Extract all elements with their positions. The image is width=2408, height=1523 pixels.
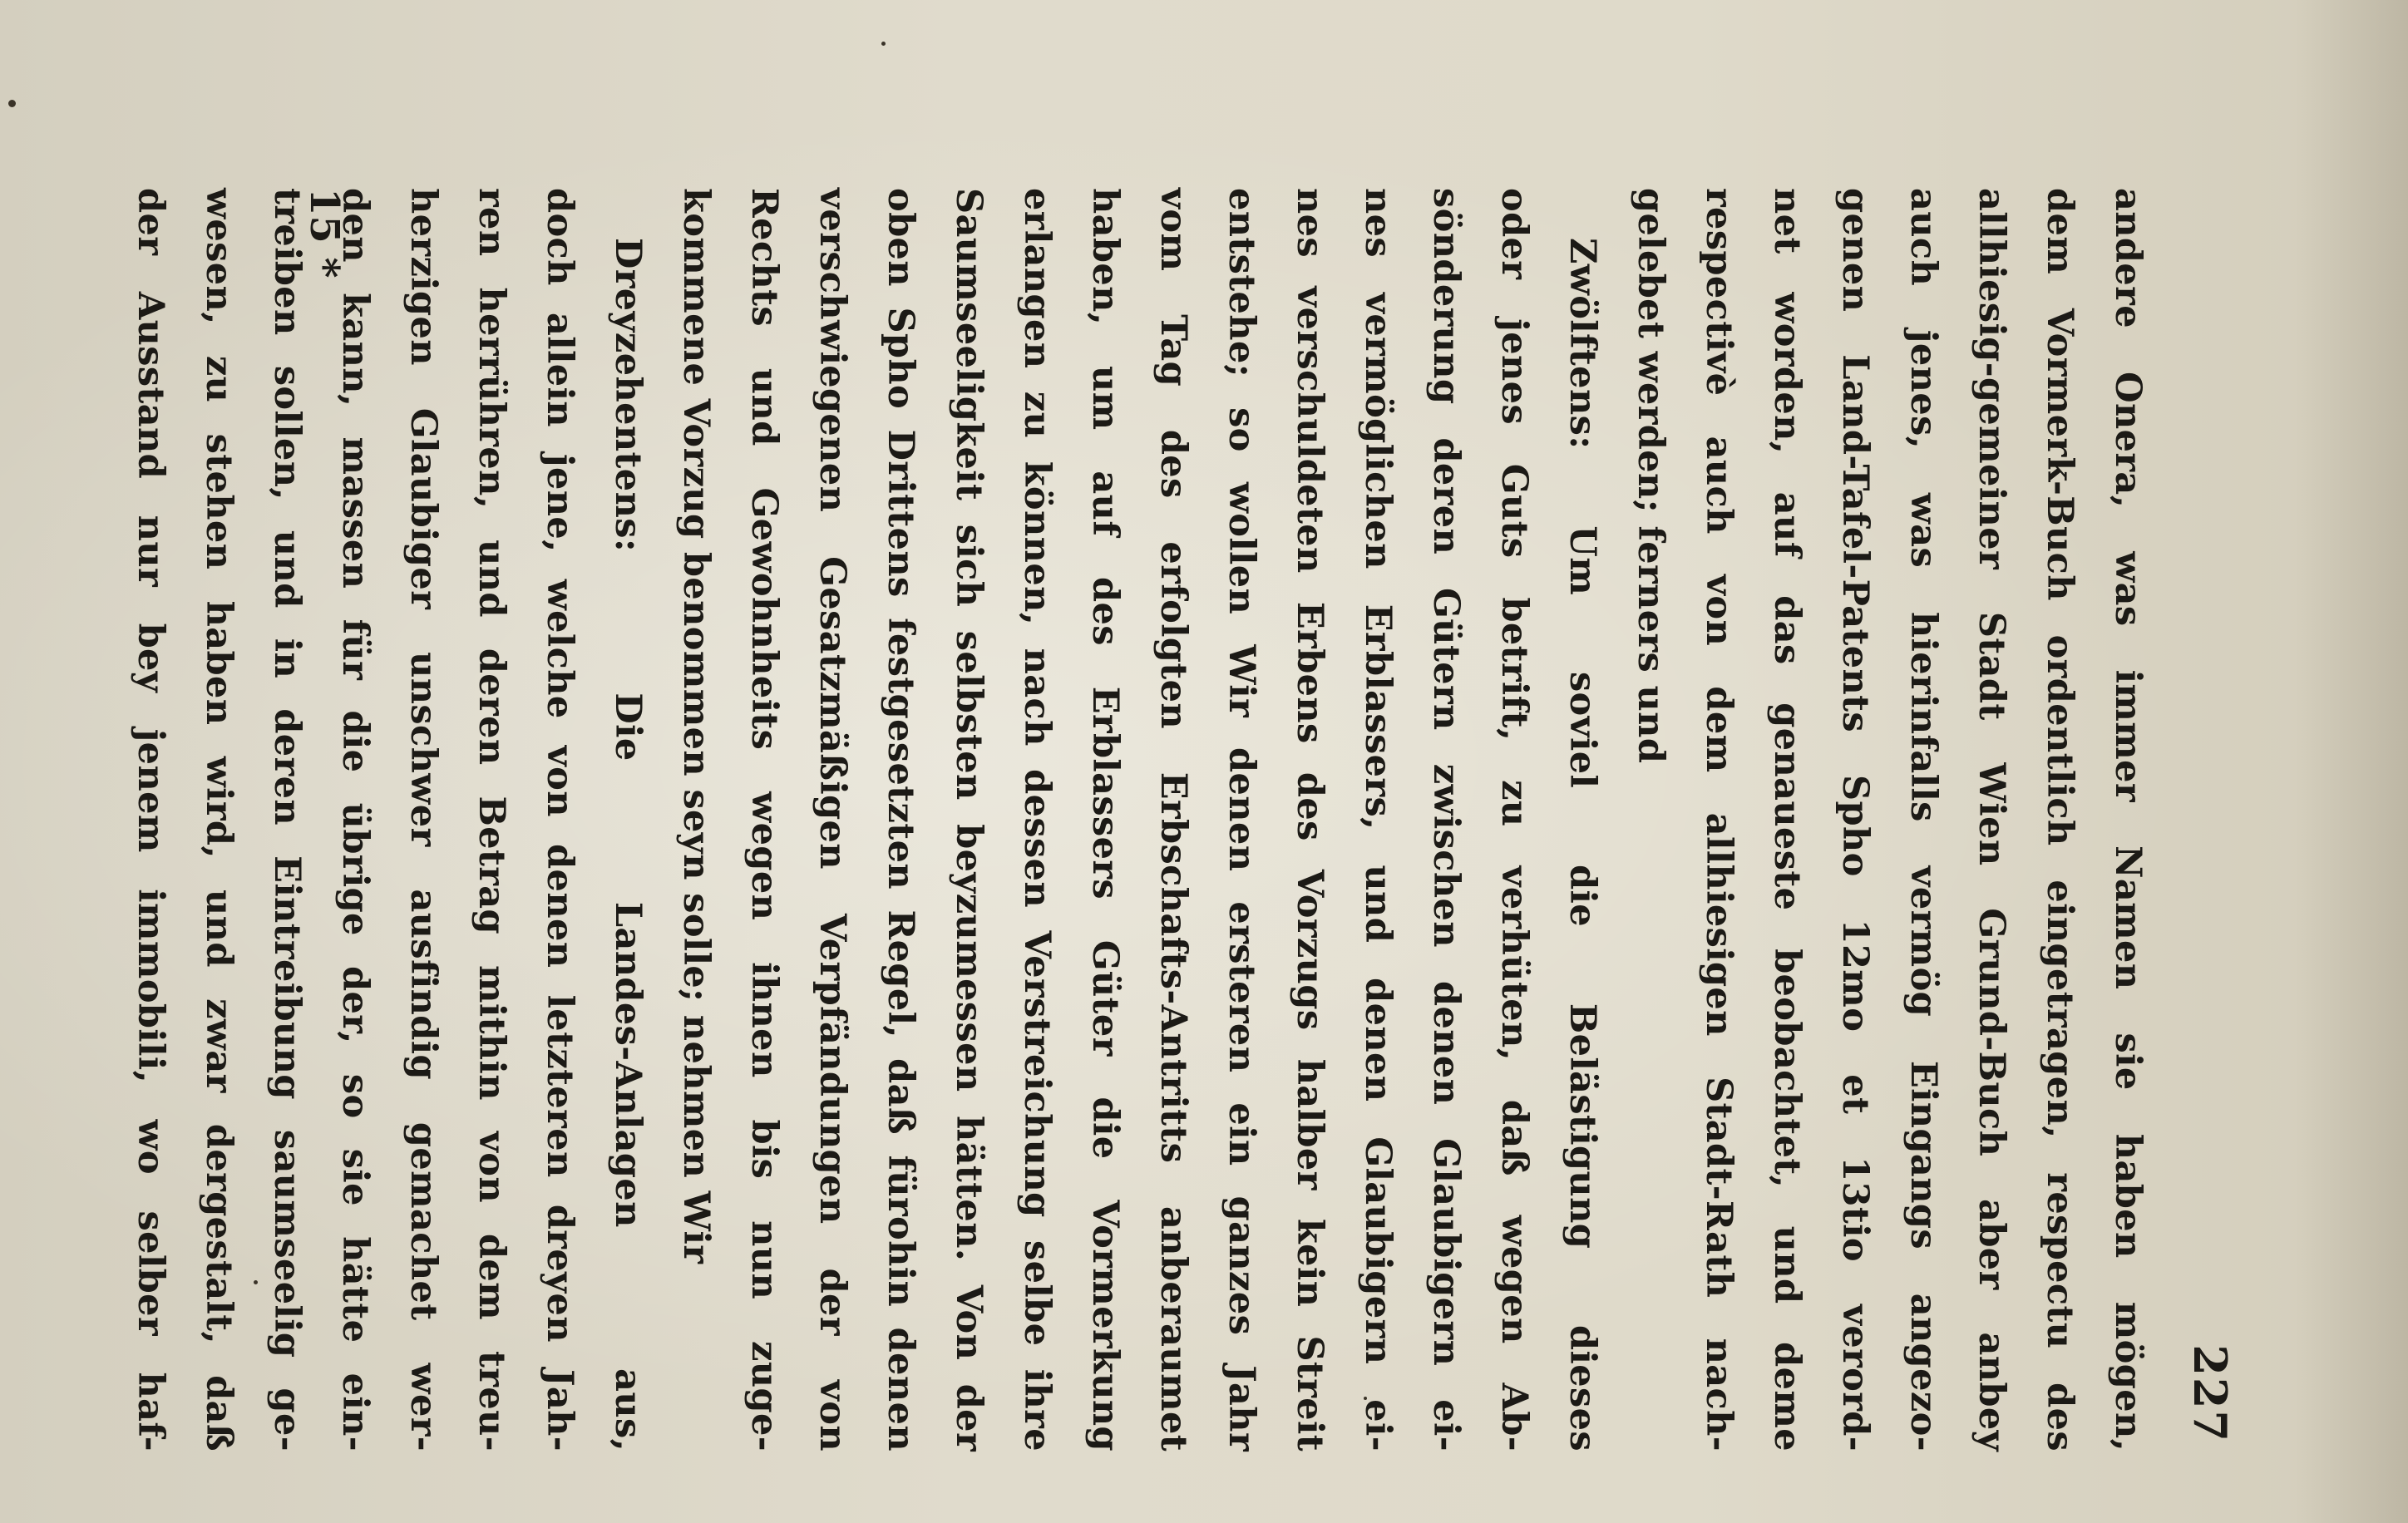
text-line: der Ausstand nur bey jenem immobili, wo selber haf- bbox=[130, 188, 171, 1452]
signature-mark: 15 * bbox=[301, 188, 348, 278]
page-number: 227 bbox=[2183, 1344, 2237, 1443]
text-line: treiben sollen, und in deren Eintreibung saumseelig ge- bbox=[266, 188, 308, 1452]
binding-gutter-shadow bbox=[2295, 0, 2408, 1523]
rotated-text-block bbox=[130, 22, 2260, 1501]
text-line: nes verschuldeten Erbens des Vorzugs halber kein Streit bbox=[1289, 188, 1330, 1452]
text-line: erlangen zu können, nach dessen Verstreichung selbe ihre bbox=[1016, 188, 1058, 1452]
text-line: vom Tag des erfolgten Erbschafts-Antritts anberaumet bbox=[1152, 188, 1194, 1452]
body-text bbox=[116, 188, 2162, 1452]
text-line: respectivè auch von dem allhiesigen Stadt-Rath nach- bbox=[1698, 188, 1739, 1452]
text-line: haben, um auf des Erblassers Güter die Vormerkung bbox=[1084, 188, 1126, 1452]
ink-speck bbox=[8, 100, 16, 107]
text-line: Saumseeligkeit sich selbsten beyzumessen hätten. Von der bbox=[948, 188, 989, 1452]
text-line: kommene Vorzug benommen seyn solle; nehmen Wir bbox=[675, 188, 717, 1264]
text-line: Rechts und Gewohnheits wegen ihnen bis nun zuge- bbox=[743, 188, 785, 1452]
text-line: oben Spho Drittens festgesetzten Regel, daß fürohin denen bbox=[880, 188, 921, 1452]
text-line: gelebet werden; ferners und bbox=[1630, 188, 1671, 764]
text-line: andere Onera, was immer Namen sie haben mögen, bbox=[2107, 188, 2149, 1452]
text-line: dem Vormerk-Buch ordentlich eingetragen, respectu des bbox=[2039, 188, 2080, 1452]
text-line: allhiesig-gemeiner Stadt Wien Grund-Buch aber anbey bbox=[1971, 188, 2012, 1452]
text-line: Dreyzehentens: Die Landes-Anlagen aus, bbox=[607, 238, 649, 1452]
text-line: herzigen Glaubiger unschwer ausfindig gemachet wer- bbox=[402, 188, 444, 1452]
text-line: wesen, zu stehen haben wird, und zwar dergestalt, daß bbox=[198, 188, 239, 1452]
text-line: entstehe; so wollen Wir denen ersteren ein ganzes Jahr bbox=[1221, 188, 1262, 1452]
text-line: sönderung deren Gütern zwischen denen Glaubigern ei- bbox=[1425, 188, 1467, 1452]
text-line: auch jenes, was hierinfalls vermög Eingangs angezo- bbox=[1902, 188, 1944, 1452]
text-line: den kann, massen für die übrige der, so sie hätte ein- bbox=[334, 188, 376, 1452]
text-line: verschwiegenen Gesatzmäßigen Verpfändungen der von bbox=[812, 188, 853, 1452]
text-line: net worden, auf das genaueste beobachtet, und deme bbox=[1766, 188, 1808, 1452]
text-line: Zwölftens: Um soviel die Belästigung dieses bbox=[1562, 238, 1603, 1452]
text-line: ren herrühren, und deren Betrag mithin von dem treu- bbox=[471, 188, 512, 1452]
text-line: doch allein jene, welche von denen letzteren dreyen Jah- bbox=[539, 188, 580, 1452]
text-line: genen Land-Tafel-Patents Spho 12mo et 13tio verord- bbox=[1834, 188, 1876, 1452]
text-line: oder jenes Guts betrift, zu verhüten, daß wegen Ab- bbox=[1493, 188, 1535, 1452]
text-line: nes vermöglichen Erblassers, und denen Glaubigern ei- bbox=[1357, 188, 1399, 1452]
